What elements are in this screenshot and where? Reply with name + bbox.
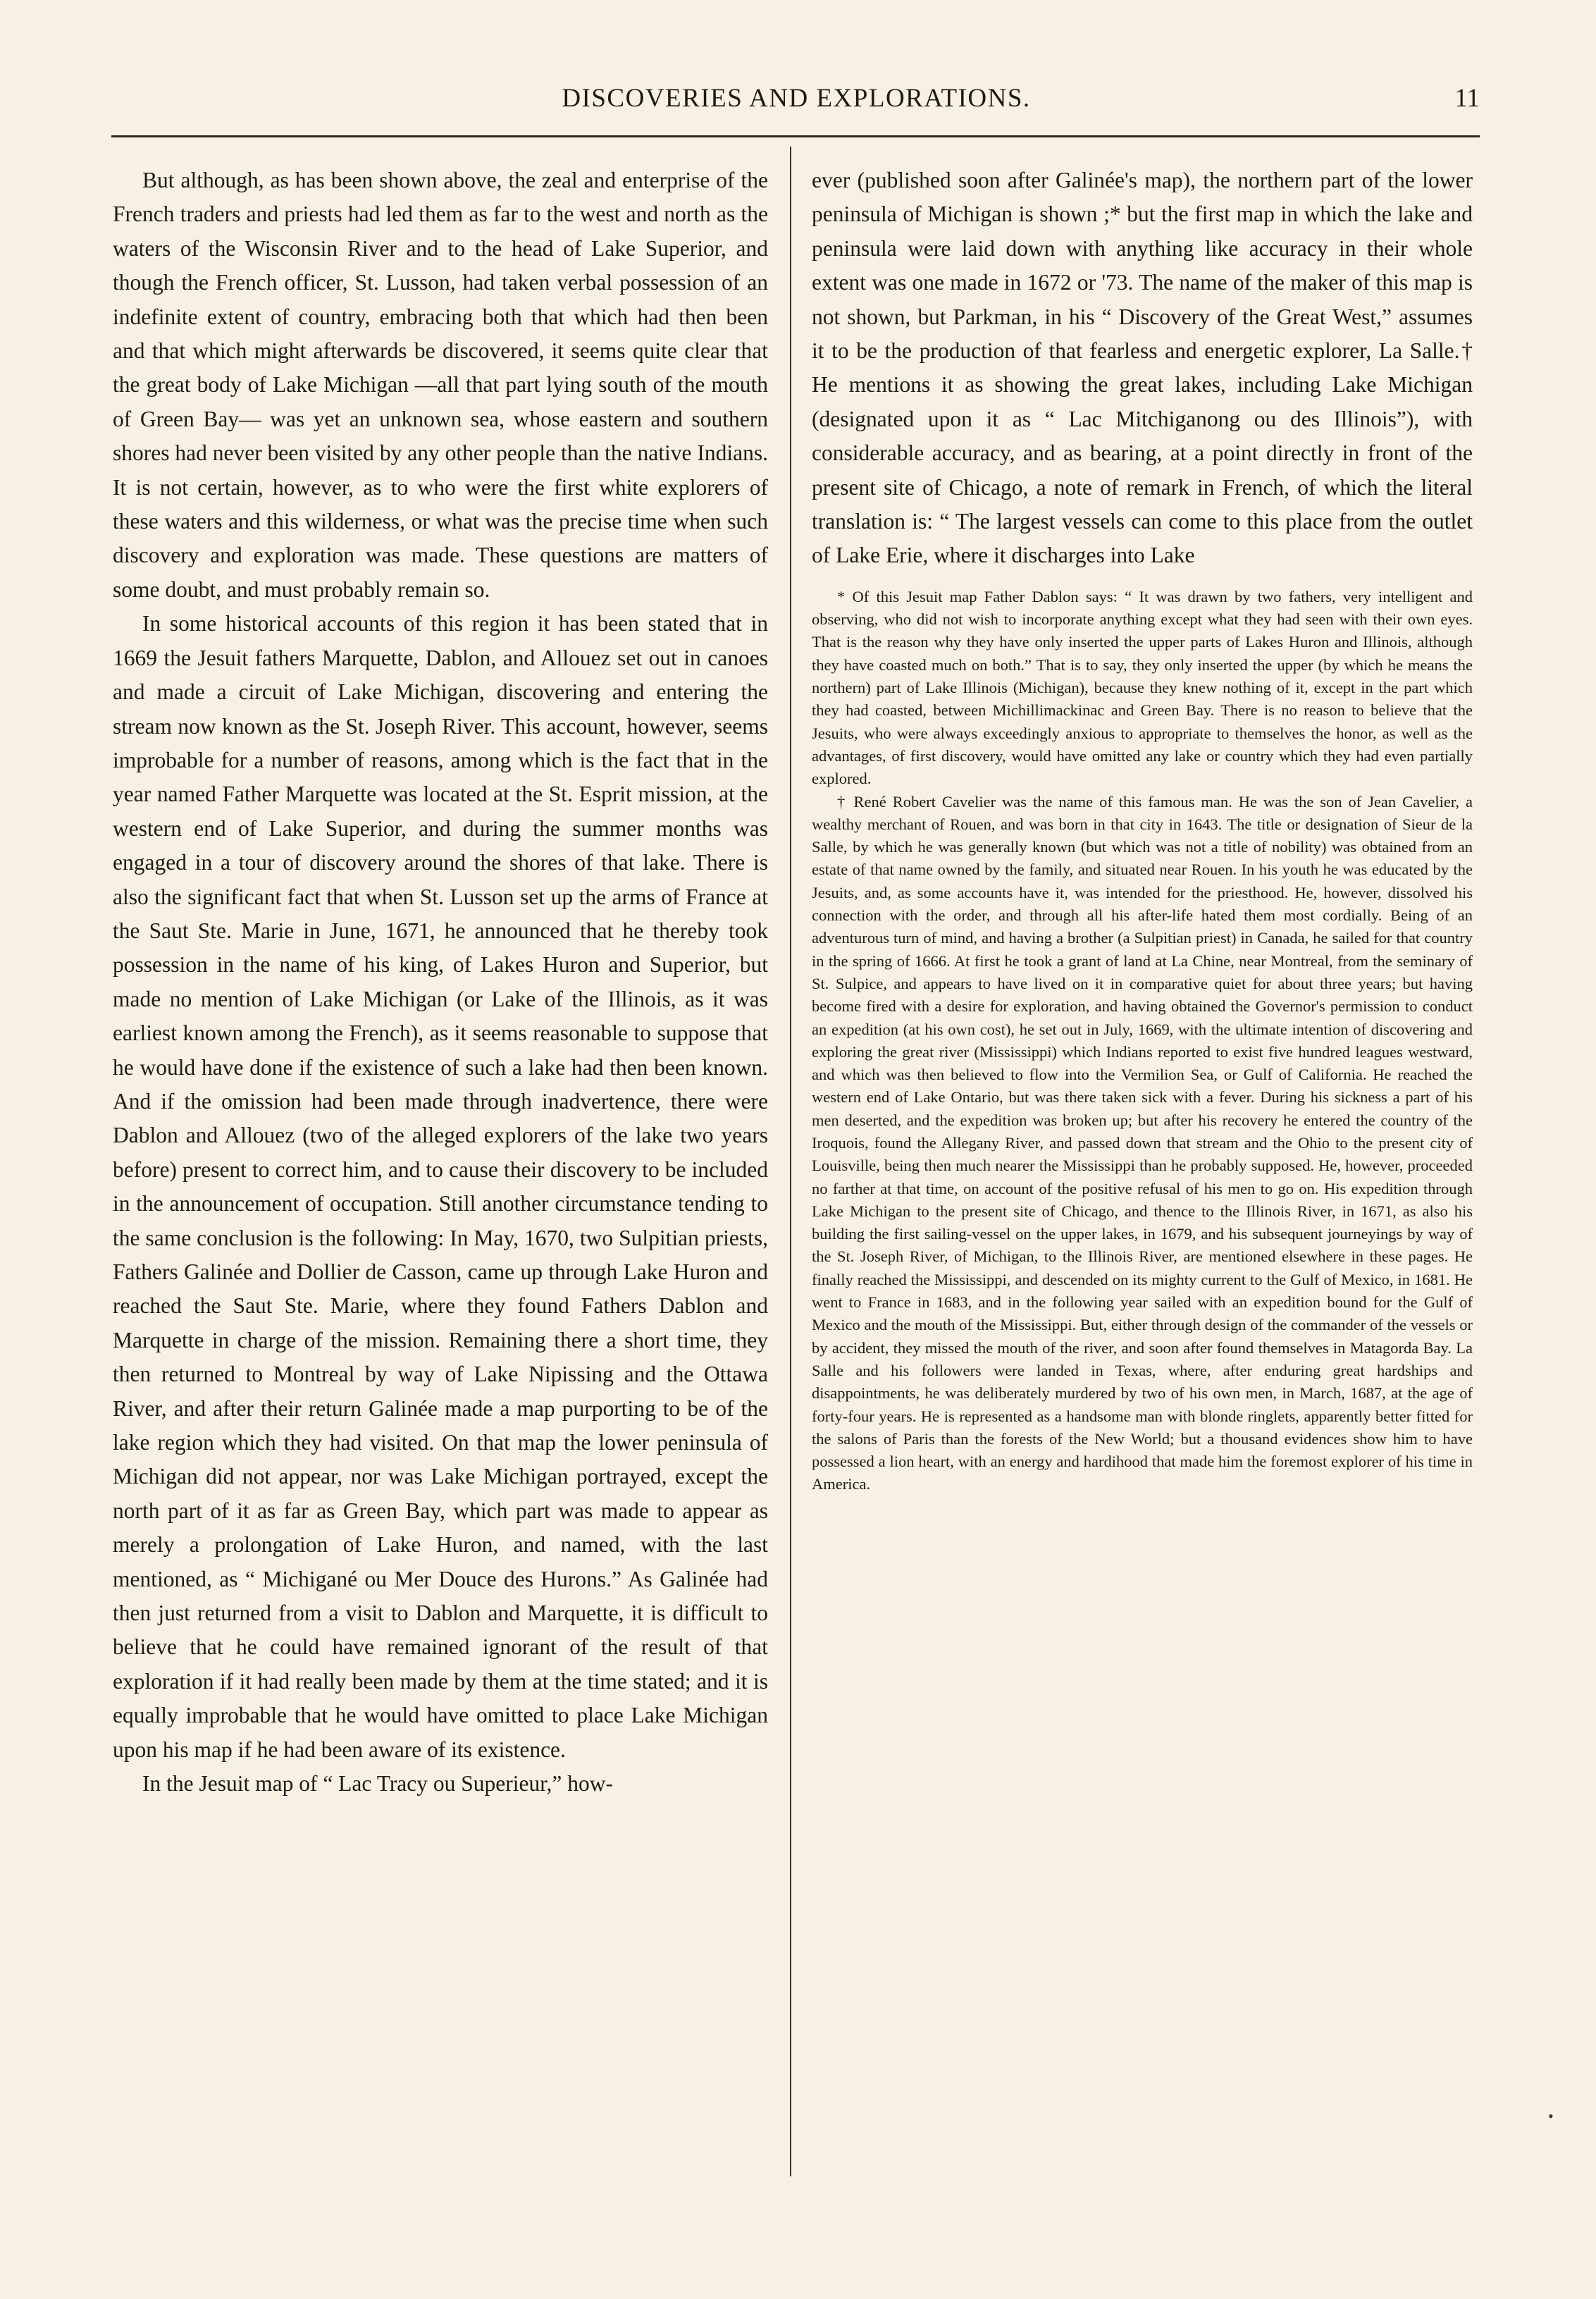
footnote: † René Robert Cavelier was the name of this famous man. He was the son of Jean Cavelier, a wealthy merchant of Rouen, and was born in that city in 1643. The title or designation of Sieur de la Salle, by which he was generally known (but which was not a title of nobility) was obtained from an estate of that name owned by the family, and situated near Rouen. In his youth he was educated by the Jesuits, and, as some accounts have it, was intended for the priesthood. He, however, dissolved his connection with the order, and through all his after-life hated them most cordially. Being of an adventurous turn of mind, and having a brother (a Sulpitian priest) in Canada, he sailed for that country in the spring of 1666. At first he took a grant of land at La Chine, near Montreal, from the seminary of St. Sulpice, and appears to have lived on it in comparative quiet for about three years; but having become fired with a desire for exploration, and having obtained the Governor's permission to conduct an expedition (at his own cost), he set out in July, 1669, with the ultimate intention of discovering and exploring the great river (Mississippi) which Indians reported to exist five hundred leagues westward, and which was then believed to flow into the Vermilion Sea, or Gulf of California. He reached the western end of Lake Ontario, but was there taken sick with a fever. During his sickness a part of his men deserted, and the expedition was broken up; but after his recovery he entered the country of the Iroquois, found the Allegany River, and passed down that stream and the Ohio to the present city of Louisville, being then much nearer the Mississippi than he probably supposed. He, however, proceeded no farther at that time, on account of the positive refusal of his men to go on. His expedition through Lake Michigan to the present site of Chicago, and thence to the Illinois River, in 1671, as also his building the first sailing-vessel on the upper lakes, in 1679, and his subsequent journeyings by way of the St. Joseph River, of Michigan, to the Illinois River, are mentioned elsewhere in these pages. He finally reached the Mississippi, and descended on its mighty current to the Gulf of Mexico, in 1681. He went to France in 1683, and in the following year sailed with an expedition bound for the Gulf of Mexico and the mouth of the Mississippi. But, either through design of the commander of the vessels or by accident, they missed the mouth of the river, and soon after found themselves in Matagorda Bay. La Salle and his followers were landed in Texas, where, after enduring great hardships and disappointments, he was deliberately murdered by two of his own men, in March, 1687, at the age of forty-four years. He is represented as a handsome man with blonde ringlets, apparently better fitted for the salons of Paris than the forests of the New World; but a thousand evidences show him to have possessed a lion heart, with an energy and hardihood that made him the foremost explorer of his time in America. (812, 792, 1473, 1493)
footnote: * Of this Jesuit map Father Dablon says: “ It was drawn by two fathers, very intelligent and observing, who did not wish to incorporate anything except what they had seen with their own eyes. That is the reason why they have only inserted the upper parts of Lakes Huron and Illinois, although they have coasted much on both.” That is to say, they only inserted the upper (by which he means the northern) part of Lake Illinois (Michigan), because they knew nothing of it, except in the part which they had coasted, between Michillimackinac and Green Bay. There is no reason to believe that the Jesuits, who were always exceedingly anxious to appropriate to themselves the honor, as well as the advantages, of first discovery, would have omitted any lake or country which they had even partially explored. (812, 587, 1473, 788)
running-head (113, 83, 1480, 125)
body-paragraph: In some historical accounts of this region it has been stated that in 1669 the Jesuit fathers Marquette, Dablon, and Allouez set out in canoes and made a circuit of Lake Michigan, discovering and entering the stream now known as the St. Joseph River. This account, however, seems improbable for a number of reasons, among which is the fact that in the year named Father Marquette was located at the St. Esprit mission, at the western end of Lake Superior, and during the summer months was engaged in a tour of discovery around the shores of that lake. There is also the significant fact that when St. Lusson set up the arms of France at the Saut Ste. Marie in June, 1671, he announced that he thereby took possession in the name of his king, of Lakes Huron and Superior, but made no mention of Lake Michigan (or Lake of the Illinois, as it was earliest known among the French), as it seems reasonable to suppose that he would have done if the existence of such a lake had then been known. And if the omission had been made through inadvertence, there were Dablon and Allouez (two of the alleged explorers of the lake two years before) present to correct him, and to cause their discovery to be included in the announcement of occupation. Still another circumstance tending to the same conclusion is the following: In May, 1670, two Sulpitian priests, Fathers Galinée and Dollier de Casson, came up through Lake Huron and reached the Saut Ste. Marie, where they found Fathers Dablon and Marquette in charge of the mission. Remaining there a short time, they then returned to Montreal by way of Lake Nipissing and the Ottawa River, and after their return Galinée made a map purporting to be of the lake region which they had visited. On that map the lower peninsula of Michigan did not appear, nor was Lake Michigan portrayed, except the north part of it as far as Green Bay, which part was made to appear as merely a prolongation of Lake Huron, and named, with the last mentioned, as “ Michigané ou Mer Douce des Hurons.” As Galinée had then just returned from a visit to Dablon and Marquette, it is difficult to believe that he could have remained ignorant of the result of that exploration if it had really been made by them at the time stated; and it is equally improbable that he would have omitted to place Lake Michigan upon his map if he had been aware of its existence. (113, 611, 768, 1762)
right-column (812, 164, 1473, 2207)
running-title: DISCOVERIES AND EXPLORATIONS. (562, 84, 1031, 113)
left-column (113, 164, 768, 2207)
margin-mark: • (1548, 2107, 1554, 2125)
page-number: 11 (1454, 84, 1480, 113)
body-paragraph-continued: ever (published soon after Galinée's map), the northern part of the lower peninsula of Michigan is shown ;* but the first map in which the lake and peninsula were laid down with anything like accuracy in their whole extent was one made in 1672 or '73. The name of the maker of this map is not shown, but Parkman, in his “ Discovery of the Great West,” assumes it to be the production of that fearless and energetic explorer, La Salle.† He mentions it as showing the great lakes, including Lake Michigan (designated upon it as “ Lac Mitchiganong ou des Illinois”), with considerable accuracy, and as bearing, at a point directly in front of the present site of Chicago, a note of remark in French, of which the literal translation is: “ The largest vessels can come to this place from the outlet of Lake Erie, where it discharges into Lake (812, 168, 1473, 568)
body-paragraph: But although, as has been shown above, the zeal and enterprise of the French traders and priests had led them as far to the west and north as the waters of the Wisconsin River and to the head of Lake Superior, and though the French officer, St. Lusson, had taken verbal possession of an indefinite extent of country, embracing both that which had then been and that which might afterwards be discovered, it seems quite clear that the great body of Lake Michigan —all that part lying south of the mouth of Green Bay— was yet an unknown sea, whose eastern and southern shores had never been visited by any other people than the native Indians. It is not certain, however, as to who were the first white explorers of these waters and this wilderness, or what was the precise time when such discovery and exploration was made. These questions are matters of some doubt, and must probably remain so. (113, 168, 768, 602)
column-divider (790, 147, 791, 2176)
footnotes (812, 586, 1473, 1496)
body-paragraph: In the Jesuit map of “ Lac Tracy ou Superieur,” how- (142, 1771, 613, 1796)
header-rule (111, 135, 1480, 137)
